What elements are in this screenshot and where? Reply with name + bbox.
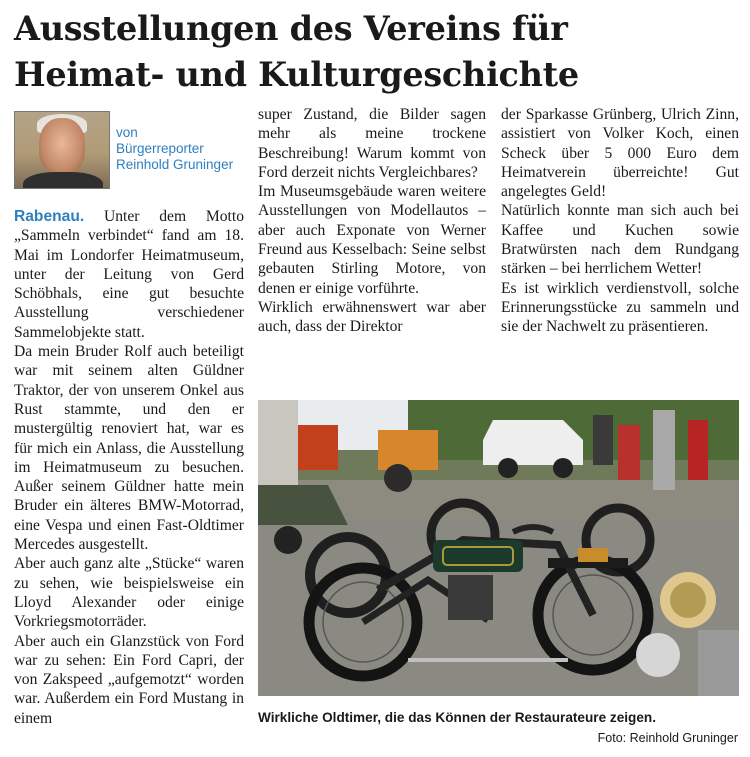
byline-author: Reinhold Gruninger (116, 157, 234, 172)
byline-text (110, 111, 233, 201)
article-column-3 (501, 105, 739, 337)
headline-line-2: Heimat- und Kulturgeschichte (14, 55, 579, 94)
paragraph: Da mein Bruder Rolf auch beteiligt war mit seinem alten Güldner Traktor, der von unserem Onkel aus Rust stammte, und den er mustergültig renoviert hat, war es für mich ein Anlass, die Ausstellung im Heimatmuseum zu besuchen. Außer seinem Güldner hatte mein Bruder ein älteres BMW-Motorrad, eine Vespa und einen Fast-Oldtimer Mercedes ausgestellt. (14, 343, 244, 554)
author-portrait (14, 111, 110, 189)
article-column-1 (14, 111, 244, 728)
byline-role: Bürgerreporter (116, 141, 204, 156)
byline-von: von (116, 125, 138, 140)
paragraph: der Sparkasse Grünberg, Ulrich Zinn, assistiert von Volker Koch, einen Scheck über 5 000 Euro dem Heimatverein überreichte! Gut angelegtes Geld! (501, 106, 739, 201)
oldtimer-photo (258, 400, 739, 696)
paragraph (14, 207, 244, 342)
dateline: Rabenau. (14, 208, 85, 225)
paragraph: Wirklich erwähnenswert war aber auch, dass der Direktor (258, 298, 486, 336)
paragraph: Es ist wirklich verdienstvoll, solche Erinnerungsstücke zu sammeln und sie der Nachwelt zu präsentieren. (501, 279, 739, 336)
article-column-2 (258, 105, 486, 337)
paragraph-text: Unter dem Motto „Sammeln verbindet“ fand am 18. Mai im Londorfer Heimatmuseum, unter der Leitung von Gerd Schöbhals, eine gut besuchte Ausstellung verschiedener Sammelobjekte statt. (14, 208, 244, 341)
headline (14, 6, 740, 98)
paragraph: Im Museumsgebäude waren weitere Ausstellungen von Modellautos – aber auch Exponate von Werner Freund aus Kesselbach: Seine selbst gebauten Stirling Motore, von denen er einige vorführte. (258, 183, 486, 297)
paragraph: super Zustand, die Bilder sagen mehr als meine trockene Beschreibung! Warum kommt von Ford derzeit nichts Vergleichbares? (258, 106, 486, 181)
paragraph: Aber auch ein Glanzstück von Ford war zu sehen: Ein Ford Capri, der von Zakspeed „aufgemotzt“ worden war. Außerdem ein Ford Mustang in einem (14, 632, 244, 727)
motorcycle-illustration (258, 400, 739, 696)
paragraph: Natürlich konnte man sich auch bei Kaffee und Kuchen sowie Bratwürsten nach dem Rundgang stärken – bei herrlichem Wetter! (501, 202, 739, 278)
headline-line-1: Ausstellungen des Vereins für (14, 9, 568, 48)
byline (14, 111, 244, 201)
photo-caption: Wirkliche Oldtimer, die das Können der Restaurateure zeigen. (258, 710, 656, 725)
paragraph: Aber auch ganz alte „Stücke“ waren zu sehen, wie beispielsweise ein Lloyd Alexander oder einige Vorkriegsmotorräder. (14, 555, 244, 631)
photo-credit: Foto: Reinhold Gruninger (597, 731, 738, 745)
